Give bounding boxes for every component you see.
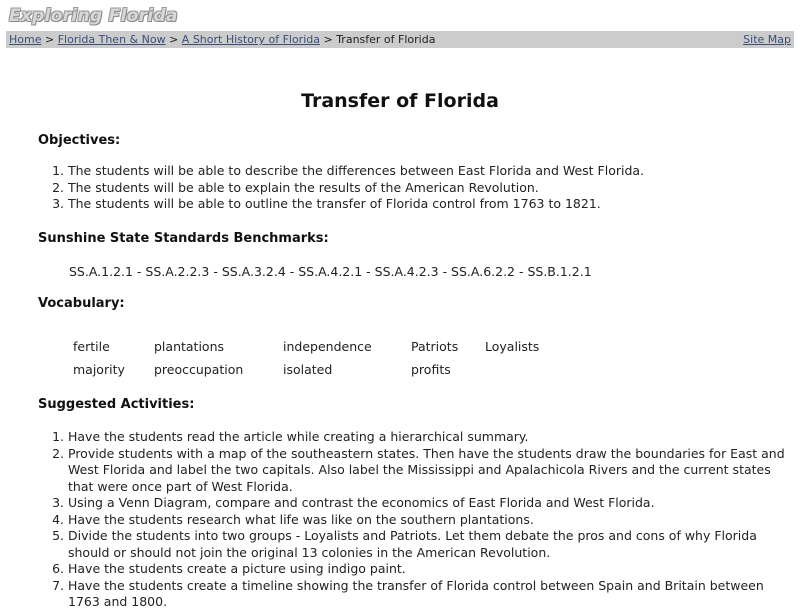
activity-item: 1. Have the students read the article while creating a hierarchical summary. [68,429,798,446]
site-map-container [743,31,791,48]
activity-item: 7. Have the students create a timeline showing the transfer of Florida control between Spain and Britain between 1763 and 1800. [68,578,798,611]
vocab-word: majority [73,362,125,377]
activity-item: 2. Provide students with a map of the southeastern states. Then have the students draw the boundaries for East and West Florida and label the two capitals. Also label the Mississippi and Apalachicola Rivers and the current states that were once part of West Florida. [68,446,798,496]
breadcrumb-separator: > [44,33,55,46]
breadcrumb-short-history[interactable]: A Short History of Florida [181,33,320,46]
site-logo[interactable]: Exploring Florida [9,6,178,26]
vocabulary-table [73,335,539,381]
vocab-word: preoccupation [154,362,244,377]
vocab-word: Loyalists [485,339,540,354]
objective-item: 3. The students will be able to outline the transfer of Florida control from 1763 to 1821. [68,196,798,213]
objectives-heading: Objectives: [38,133,121,148]
benchmarks-heading: Sunshine State Standards Benchmarks: [38,231,329,246]
objectives-list [38,163,798,213]
breadcrumb-home[interactable]: Home [9,33,42,46]
site-map-link[interactable]: Site Map [743,33,791,46]
activity-item: 6. Have the students create a picture using indigo paint. [68,561,798,578]
objective-item: 1. The students will be able to describe the differences between East Florida and West Florida. [68,163,798,180]
activity-item: 5. Divide the students into two groups - Loyalists and Patriots. Let them debate the pros and cons of why Florida should or should not join the original 13 colonies in the American Revolution. [68,528,798,561]
vocab-word [485,358,539,381]
vocabulary-row [73,358,539,381]
benchmarks-text: SS.A.1.2.1 - SS.A.2.2.3 - SS.A.3.2.4 - SS.A.4.2.1 - SS.A.4.2.3 - SS.A.6.2.2 - SS.B.1.2.1 [69,264,592,279]
vocab-word: profits [411,362,451,377]
vocabulary-heading: Vocabulary: [38,296,125,311]
breadcrumb-bar [6,31,794,48]
vocabulary-row [73,335,539,358]
page-title: Transfer of Florida [301,90,499,112]
breadcrumb [9,31,435,48]
breadcrumb-florida-then-now[interactable]: Florida Then & Now [57,33,166,46]
activities-heading: Suggested Activities: [38,397,195,412]
vocab-word: isolated [283,362,333,377]
activity-item: 4. Have the students research what life was like on the southern plantations. [68,512,798,529]
breadcrumb-separator: > [323,33,333,46]
activities-list [38,429,798,611]
vocab-word: independence [283,339,372,354]
breadcrumb-separator: > [169,33,179,46]
activity-item: 3. Using a Venn Diagram, compare and contrast the economics of East Florida and West Florida. [68,495,798,512]
breadcrumb-current: Transfer of Florida [336,33,436,46]
vocab-word: plantations [154,339,225,354]
objective-item: 2. The students will be able to explain the results of the American Revolution. [68,180,798,197]
vocab-word: Patriots [411,339,459,354]
vocab-word: fertile [73,339,110,354]
